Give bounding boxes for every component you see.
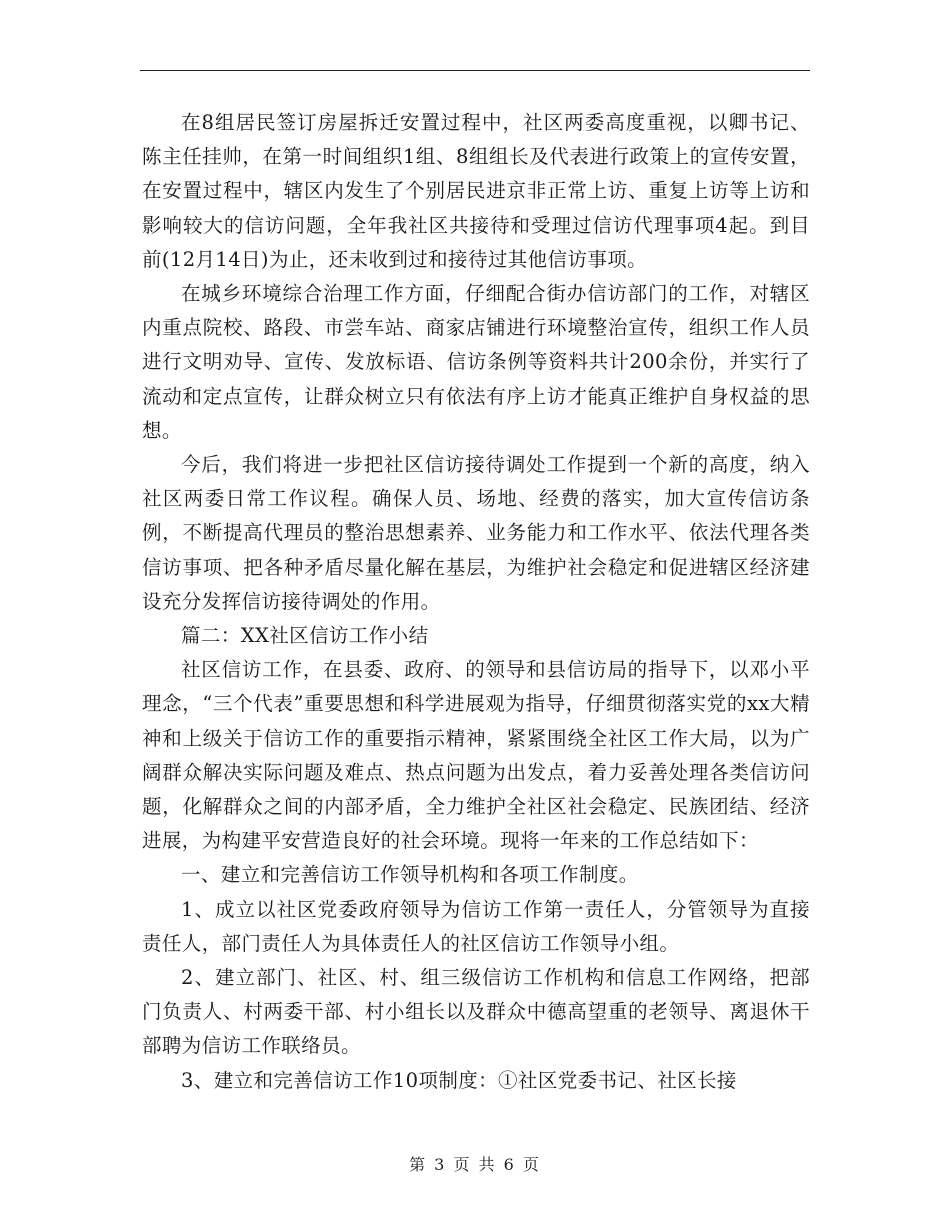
- list-item: 3、建立和完善信访工作10项制度：①社区党委书记、社区长接: [181, 1068, 737, 1092]
- paragraph: 在8组居民签订房屋拆迁安置过程中，社区两委高度重视，以卿书记、陈主任挂帅，在第一时间组织1组、8组组长及代表进行政策上的宣传安置，在安置过程中，辖区内发生了个别居民进京非正常上访、重复上访等上访和影响较大的信访问题，全年我社区共接待和受理过信访代理事项4起。到目前(12月14日)为止，还未收到过和接待过其他信访事项。: [142, 111, 810, 271]
- section-heading: 一、建立和完善信访工作领导机构和各项工作制度。: [181, 863, 639, 887]
- paragraph: 社区信访工作，在县委、政府、的领导和县信访局的指导下，以邓小平理念，“三个代表”重要思想和科学进展观为指导，仔细贯彻落实党的xx大精神和上级关于信访工作的重要指示精神，紧紧围绕全社区工作大局，以为广阔群众解决实际问题及难点、热点问题为出发点，着力妥善处理各类信访问题，化解群众之间的内部矛盾，全力维护全社区社会稳定、民族团结、经济进展，为构建平安营造良好的社会环境。现将一年来的工作总结如下：: [142, 658, 810, 853]
- page-number-footer: 第 3 页 共 6 页: [409, 1155, 541, 1174]
- paragraph: 在城乡环境综合治理工作方面，仔细配合街办信访部门的工作，对辖区内重点院校、路段、市尝车站、商家店铺进行环境整治宣传，组织工作人员进行文明劝导、宣传、发放标语、信访条例等资料共计200余份，并实行了流动和定点宣传，让群众树立只有依法有序上访才能真正维护自身权益的思想。: [142, 282, 810, 442]
- document-body: [142, 106, 810, 1098]
- header-rule: [140, 70, 810, 71]
- paragraph: 今后，我们将进一步把社区信访接待调处工作提到一个新的高度，纳入社区两委日常工作议程。确保人员、场地、经费的落实，加大宣传信访条例，不断提高代理员的整治思想素养、业务能力和工作水平、依法代理各类信访事项、把各种矛盾尽量化解在基层，为维护社会稳定和促进辖区经济建设充分发挥信访接待调处的作用。: [142, 453, 810, 613]
- section-heading: 篇二：XX社区信访工作小结: [181, 624, 429, 648]
- list-item: 2、建立部门、社区、村、组三级信访工作机构和信息工作网络，把部门负责人、村两委干部、村小组长以及群众中德高望重的老领导、离退休干部聘为信访工作联络员。: [142, 966, 810, 1058]
- list-item: 1、成立以社区党委政府领导为信访工作第一责任人，分管领导为直接责任人，部门责任人为具体责任人的社区信访工作领导小组。: [142, 897, 810, 955]
